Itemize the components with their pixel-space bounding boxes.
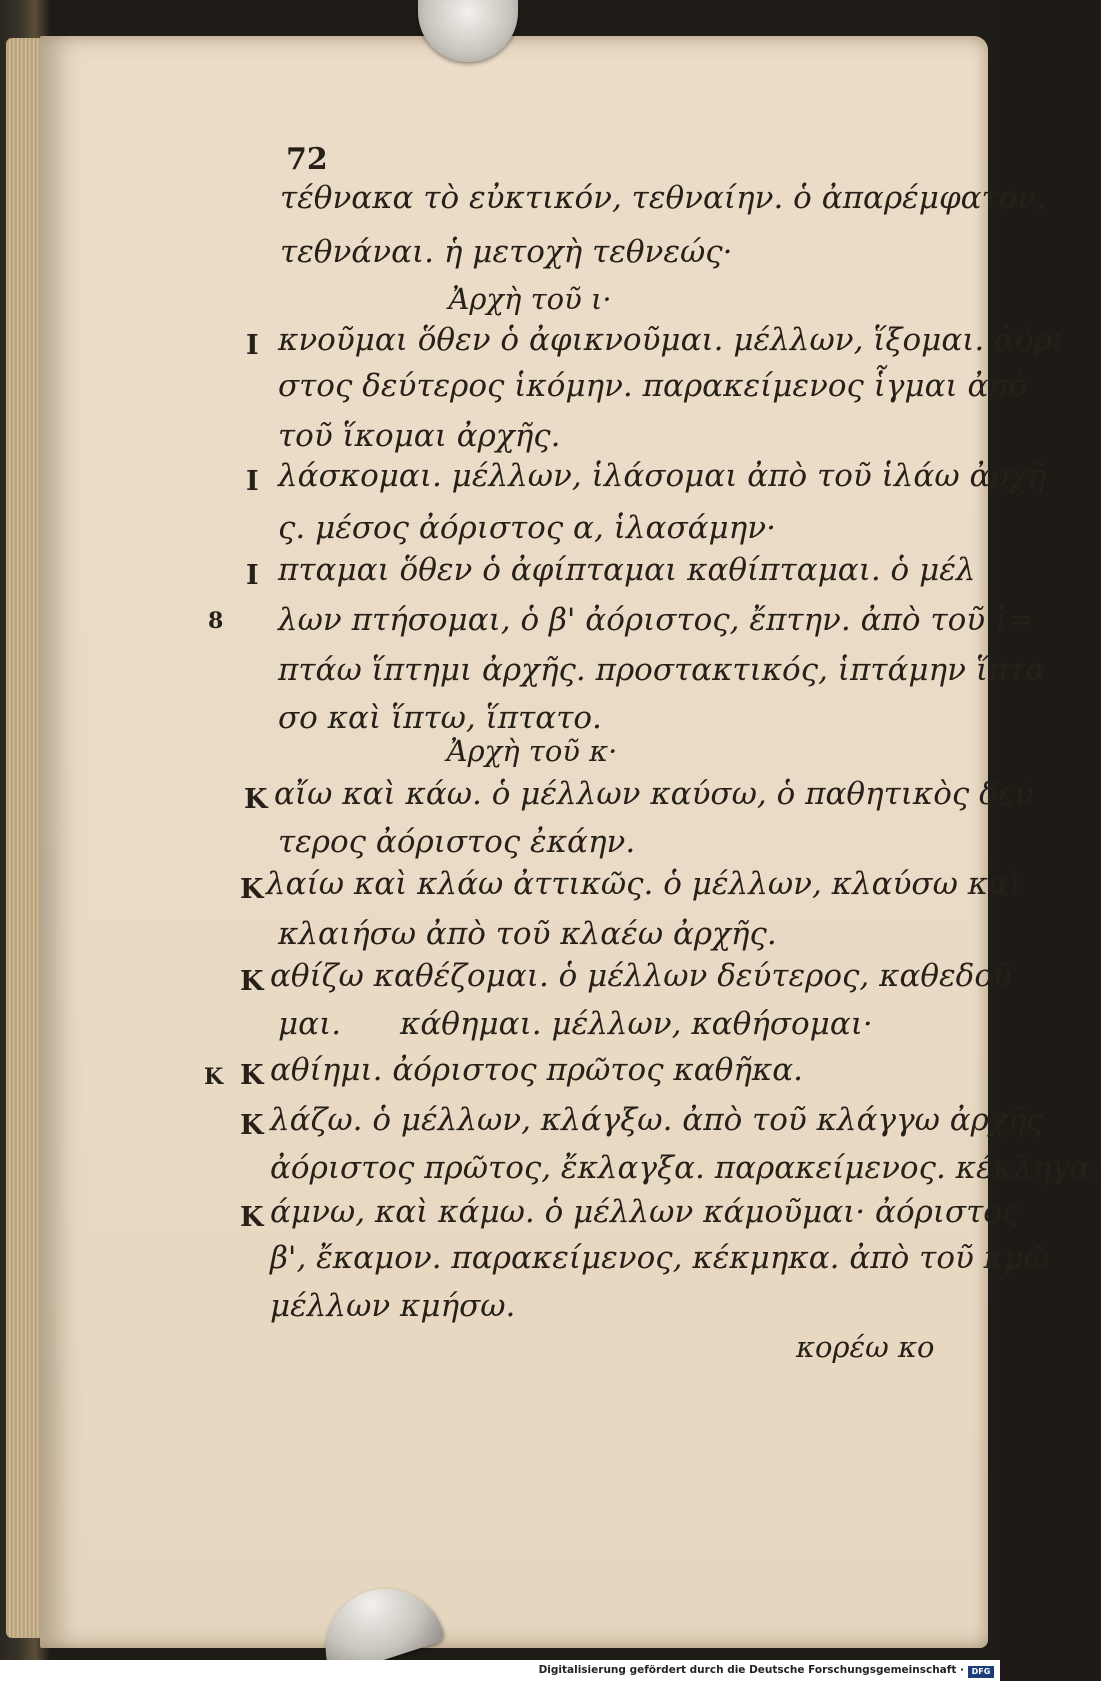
text-line: ς. μέσος ἀόριστος α, ἱλασάμην·	[278, 510, 776, 546]
initial-letter: K	[240, 874, 264, 905]
margin-mark: K	[204, 1064, 224, 1090]
text-line: λαίω καὶ κλάω ἀττικῶς. ὁ μέλλων, κλαύσω καὶ	[266, 866, 1022, 902]
text-line: σο καὶ ἵπτω, ἵπτατο.	[278, 700, 602, 736]
dfg-logo-icon: DFG	[968, 1666, 994, 1678]
footer-credit: Digitalisierung gefördert durch die Deutsche Forschungsgemeinschaft ·	[538, 1664, 964, 1676]
margin-mark: 8	[208, 608, 224, 634]
text-line: β', ἔκαμον. παρακείμενος, κέκμηκα. ἀπὸ τοῦ κμῶ	[270, 1240, 1050, 1276]
initial-letter: K	[240, 1060, 264, 1091]
text-line: μέλλων κμήσω.	[270, 1288, 516, 1324]
catchword: κορέω κο	[796, 1330, 935, 1364]
text-line: αἴω καὶ κάω. ὁ μέλλων καύσω, ὁ παθητικὸς δεύ	[274, 776, 1034, 812]
text-line: πτάω ἵπτημι ἀρχῆς. προστακτικός, ἱπτάμην ἵπτα	[278, 652, 1047, 688]
section-heading: Ἀρχὴ τοῦ κ·	[446, 734, 618, 768]
initial-letter: I	[246, 330, 259, 361]
text-line: τεθνάναι. ἡ μετοχὴ τεθνεώς·	[280, 234, 733, 270]
text-line: αθίζω καθέζομαι. ὁ μέλλων δεύτερος, καθεδοῦ	[270, 958, 1012, 994]
text-line: στος δεύτερος ἱκόμην. παρακείμενος ἷγμαι ἀπὸ	[278, 368, 1028, 404]
text-line: τοῦ ἵκομαι ἀρχῆς.	[278, 418, 561, 454]
text-line: λάζω. ὁ μέλλων, κλάγξω. ἀπὸ τοῦ κλάγγω ἀρχῆς	[270, 1102, 1044, 1138]
text-line: πταμαι ὅθεν ὁ ἀφίπταμαι καθίπταμαι. ὁ μέλ	[278, 552, 976, 588]
text-line: τερος ἀόριστος ἐκάην.	[278, 824, 636, 860]
footer-credit-bar	[0, 1660, 1000, 1681]
initial-letter: I	[246, 466, 259, 497]
text-line: κλαιήσω ἀπὸ τοῦ κλαέω ἀρχῆς.	[278, 916, 777, 952]
initial-letter: K	[240, 1202, 264, 1233]
initial-letter: K	[240, 1110, 264, 1141]
text-line: κάθημαι. μέλλων, καθήσομαι·	[400, 1006, 873, 1042]
section-heading: Ἀρχὴ τοῦ ι·	[448, 282, 612, 316]
text-line: ἀόριστος πρῶτος, ἔκλαγξα. παρακείμενος. κέκληγα.	[270, 1150, 1101, 1186]
page-number: 72	[286, 142, 328, 177]
text-line: μαι.	[278, 1006, 342, 1042]
text-line: τέθνακα τὸ εὐκτικόν, τεθναίην. ὁ ἀπαρέμφατον,	[280, 180, 1047, 216]
initial-letter: K	[240, 966, 264, 997]
text-line: κνοῦμαι ὅθεν ὁ ἀφικνοῦμαι. μέλλων, ἵξομαι. ἀόρι	[278, 322, 1065, 358]
text-line: άμνω, καὶ κάμω. ὁ μέλλων κάμοῦμαι· ἀόριστος	[270, 1194, 1020, 1230]
text-line: λάσκομαι. μέλλων, ἱλάσομαι ἀπὸ τοῦ ἱλάω ἀρχῆ	[278, 458, 1046, 494]
initial-letter: K	[244, 784, 268, 815]
initial-letter: I	[246, 560, 259, 591]
text-line: λων πτήσομαι, ὁ β' ἀόριστος, ἔπτην. ἀπὸ τοῦ ἱ=	[278, 602, 1034, 638]
text-line: αθίημι. ἀόριστος πρῶτος καθῆκα.	[270, 1052, 804, 1088]
